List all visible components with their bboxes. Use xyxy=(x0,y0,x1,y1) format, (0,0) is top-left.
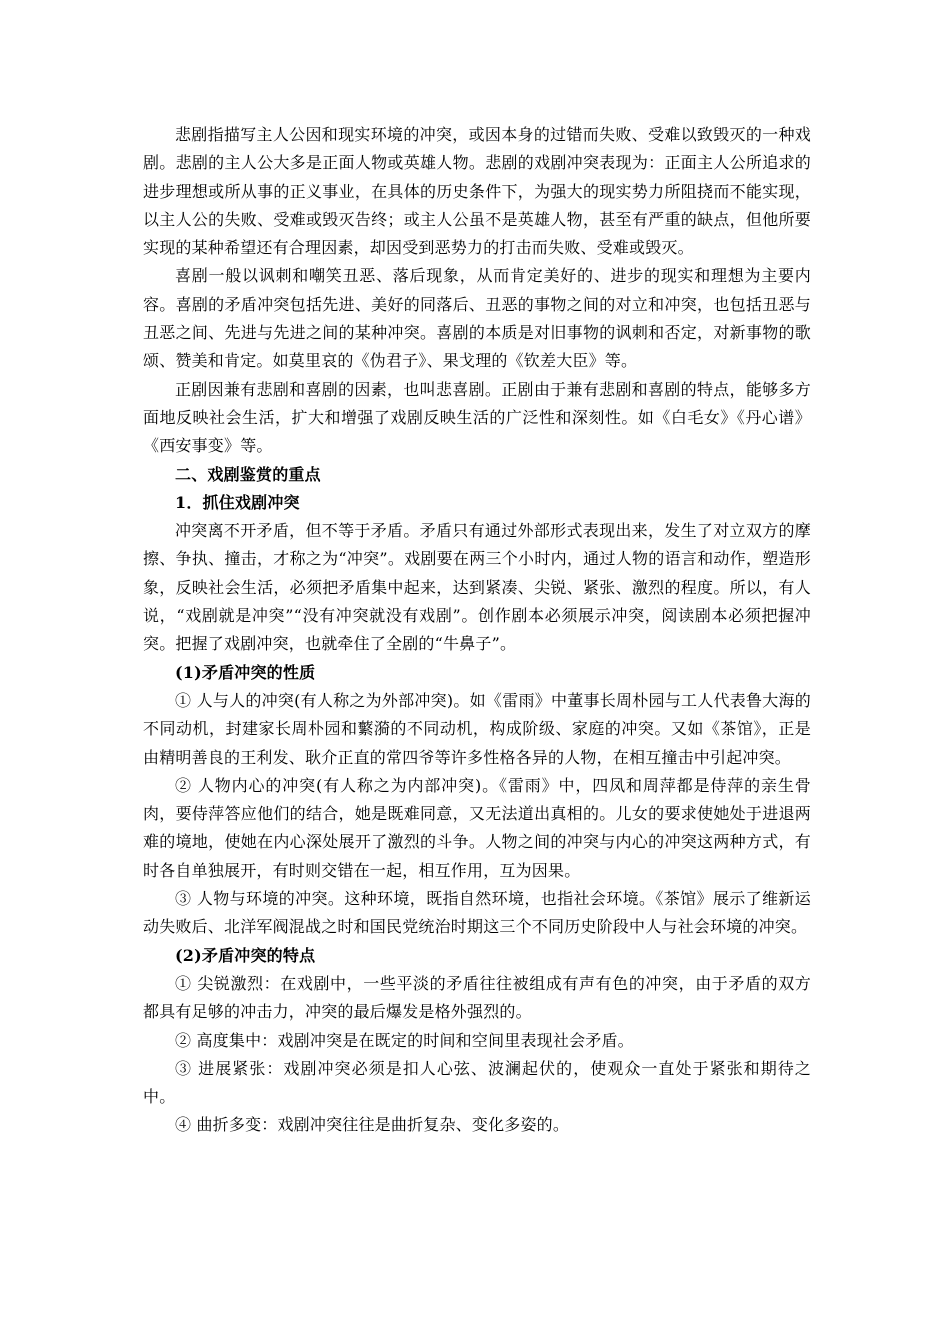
paragraph-nature-3: ③ 人物与环境的冲突。这种环境，既指自然环境，也指社会环境。《茶馆》展示了维新运动失败后、北洋军阀混战之时和国民党统治时期这三个不同历史阶段中人与社会环境的冲突。 xyxy=(143,889,811,937)
paragraph-feature-4: ④ 曲折多变：戏剧冲突往往是曲折复杂、变化多姿的。 xyxy=(175,1115,570,1135)
heading-conflict-features: (2)矛盾冲突的特点 xyxy=(175,945,316,965)
paragraph-feature-3: ③ 进展紧张：戏剧冲突必须是扣人心弦、波澜起伏的，使观众一直处于紧张和期待之中。 xyxy=(143,1058,811,1107)
document-page xyxy=(143,121,811,1140)
heading-conflict-nature: (1)矛盾冲突的性质 xyxy=(175,662,316,682)
paragraph-feature-2: ② 高度集中：戏剧冲突是在既定的时间和空间里表现社会矛盾。 xyxy=(175,1030,634,1050)
paragraph-comedy: 喜剧一般以讽刺和嘲笑丑恶、落后现象，从而肯定美好的、进步的现实和理想为主要内容。喜剧的矛盾冲突包括先进、美好的同落后、丑恶的事物之间的对立和冲突，也包括丑恶与丑恶之间、先进与先进之间的某种冲突。喜剧的本质是对旧事物的讽刺和否定，对新事物的歌颂、赞美和肯定。如莫里哀的《伪君子》、果戈理的《钦差大臣》等。 xyxy=(143,266,811,371)
paragraph-nature-2: ② 人物内心的冲突(有人称之为内部冲突)。《雷雨》中，四凤和周萍都是侍萍的亲生骨肉，要侍萍答应他们的结合，她是既难同意，又无法道出真相的。儿女的要求使她处于进退两难的境地，使她在内心深处展开了激烈的斗争。人物之间的冲突与内心的冲突这两种方式，有时各自单独展开，有时则交错在一起，相互作用，互为因果。 xyxy=(143,775,811,880)
paragraph-drama: 正剧因兼有悲剧和喜剧的因素，也叫悲喜剧。正剧由于兼有悲剧和喜剧的特点，能够多方面地反映社会生活，扩大和增强了戏剧反映生活的广泛性和深刻性。如《白毛女》《丹心谱》《西安事变》等。 xyxy=(143,379,811,456)
subsection-heading-conflict: 1．抓住戏剧冲突 xyxy=(175,492,300,512)
paragraph-feature-1: ① 尖锐激烈：在戏剧中，一些平淡的矛盾往往被组成有声有色的冲突，由于矛盾的双方都具有足够的冲击力，冲突的最后爆发是格外强烈的。 xyxy=(143,973,811,1022)
paragraph-conflict-intro: 冲突离不开矛盾，但不等于矛盾。矛盾只有通过外部形式表现出来，发生了对立双方的摩擦、争执、撞击，才称之为“冲突”。戏剧要在两三个小时内，通过人物的语言和动作，塑造形象，反映社会生活，必须把矛盾集中起来，达到紧凑、尖锐、紧张、激烈的程度。所以，有人说，“戏剧就是冲突”“没有冲突就没有戏剧”。创作剧本必须展示冲突，阅读剧本必须把握冲突。把握了戏剧冲突，也就牵住了全剧的“牛鼻子”。 xyxy=(143,521,811,654)
paragraph-nature-1: ① 人与人的冲突(有人称之为外部冲突)。如《雷雨》中董事长周朴园与工人代表鲁大海的不同动机，封建家长周朴园和蘩漪的不同动机，构成阶级、家庭的冲突。又如《茶馆》，正是由精明善良的王利发、耿介正直的常四爷等许多性格各异的人物，在相互撞击中引起冲突。 xyxy=(143,690,811,767)
section-heading-appreciation-focus: 二、戏剧鉴赏的重点 xyxy=(175,464,321,484)
paragraph-tragedy: 悲剧指描写主人公因和现实环境的冲突，或因本身的过错而失败、受难以致毁灭的一种戏剧。悲剧的主人公大多是正面人物或英雄人物。悲剧的戏剧冲突表现为：正面主人公所追求的进步理想或所从事的正义事业，在具体的历史条件下，为强大的现实势力所阻挠而不能实现，以主人公的失败、受难或毁灭告终；或主人公虽不是英雄人物，甚至有严重的缺点，但他所要实现的某种希望还有合理因素，却因受到恶势力的打击而失败、受难或毁灭。 xyxy=(143,125,811,258)
